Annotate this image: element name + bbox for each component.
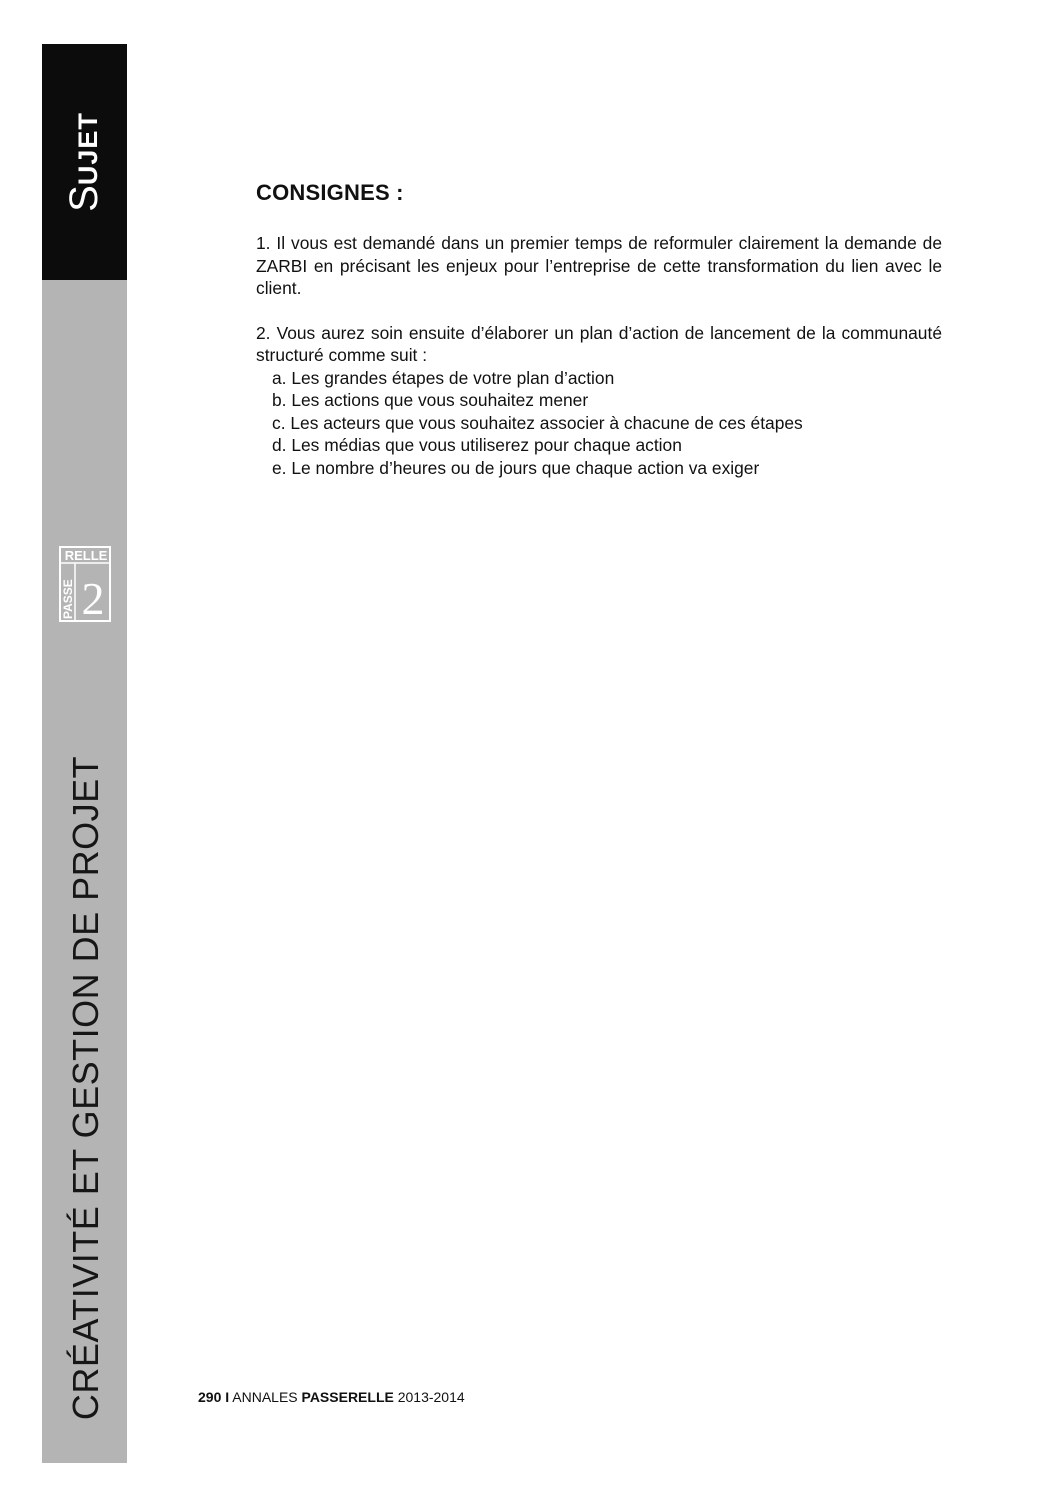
page-number: 290: [198, 1389, 222, 1405]
list-item: d. Les médias que vous utiliserez pour chaque action: [272, 435, 682, 455]
list-item: e. Le nombre d’heures ou de jours que chaque action va exiger: [272, 457, 760, 478]
footer-years: 2013-2014: [397, 1389, 465, 1405]
logo-number: 2: [81, 573, 105, 620]
section-label-sujet: [64, 112, 104, 212]
logo-top-text: RELLE: [64, 548, 108, 563]
instruction-2: 2. Vous aurez soin ensuite d’élaborer un plan d’action de lancement de la communauté structuré comme suit :: [256, 322, 942, 365]
footer-annales: ANNALES: [232, 1389, 298, 1405]
page-footer: [198, 1389, 465, 1405]
paragraph-gap: [256, 300, 942, 322]
sujet-cap: S: [62, 185, 106, 212]
logo-left-text: PASSE: [61, 579, 75, 619]
passerelle-2-logo: [59, 546, 111, 622]
instruction-1: 1. Il vous est demandé dans un premier temps de reformuler clairement la demande de ZARBI en précisant les enjeux pour l’entreprise de cette transformation du lien avec le client.: [256, 233, 942, 298]
passerelle-2-logo-graphic: [61, 548, 109, 620]
sujet-rest: UJET: [73, 112, 103, 186]
main-content: [256, 180, 942, 479]
side-section-title: CRÉATIVITÉ ET GESTION DE PROJET: [65, 755, 106, 1421]
list-item: c. Les acteurs que vous souhaitez associer à chacune de ces étapes: [272, 412, 803, 433]
consignes-heading: CONSIGNES :: [256, 180, 404, 205]
list-item: a. Les grandes étapes de votre plan d’action: [272, 367, 615, 388]
list-item: b. Les actions que vous souhaitez mener: [272, 390, 589, 410]
instruction-2-sublist: [256, 367, 942, 480]
footer-separator: I: [225, 1389, 230, 1405]
footer-passerelle: PASSERELLE: [301, 1389, 394, 1405]
